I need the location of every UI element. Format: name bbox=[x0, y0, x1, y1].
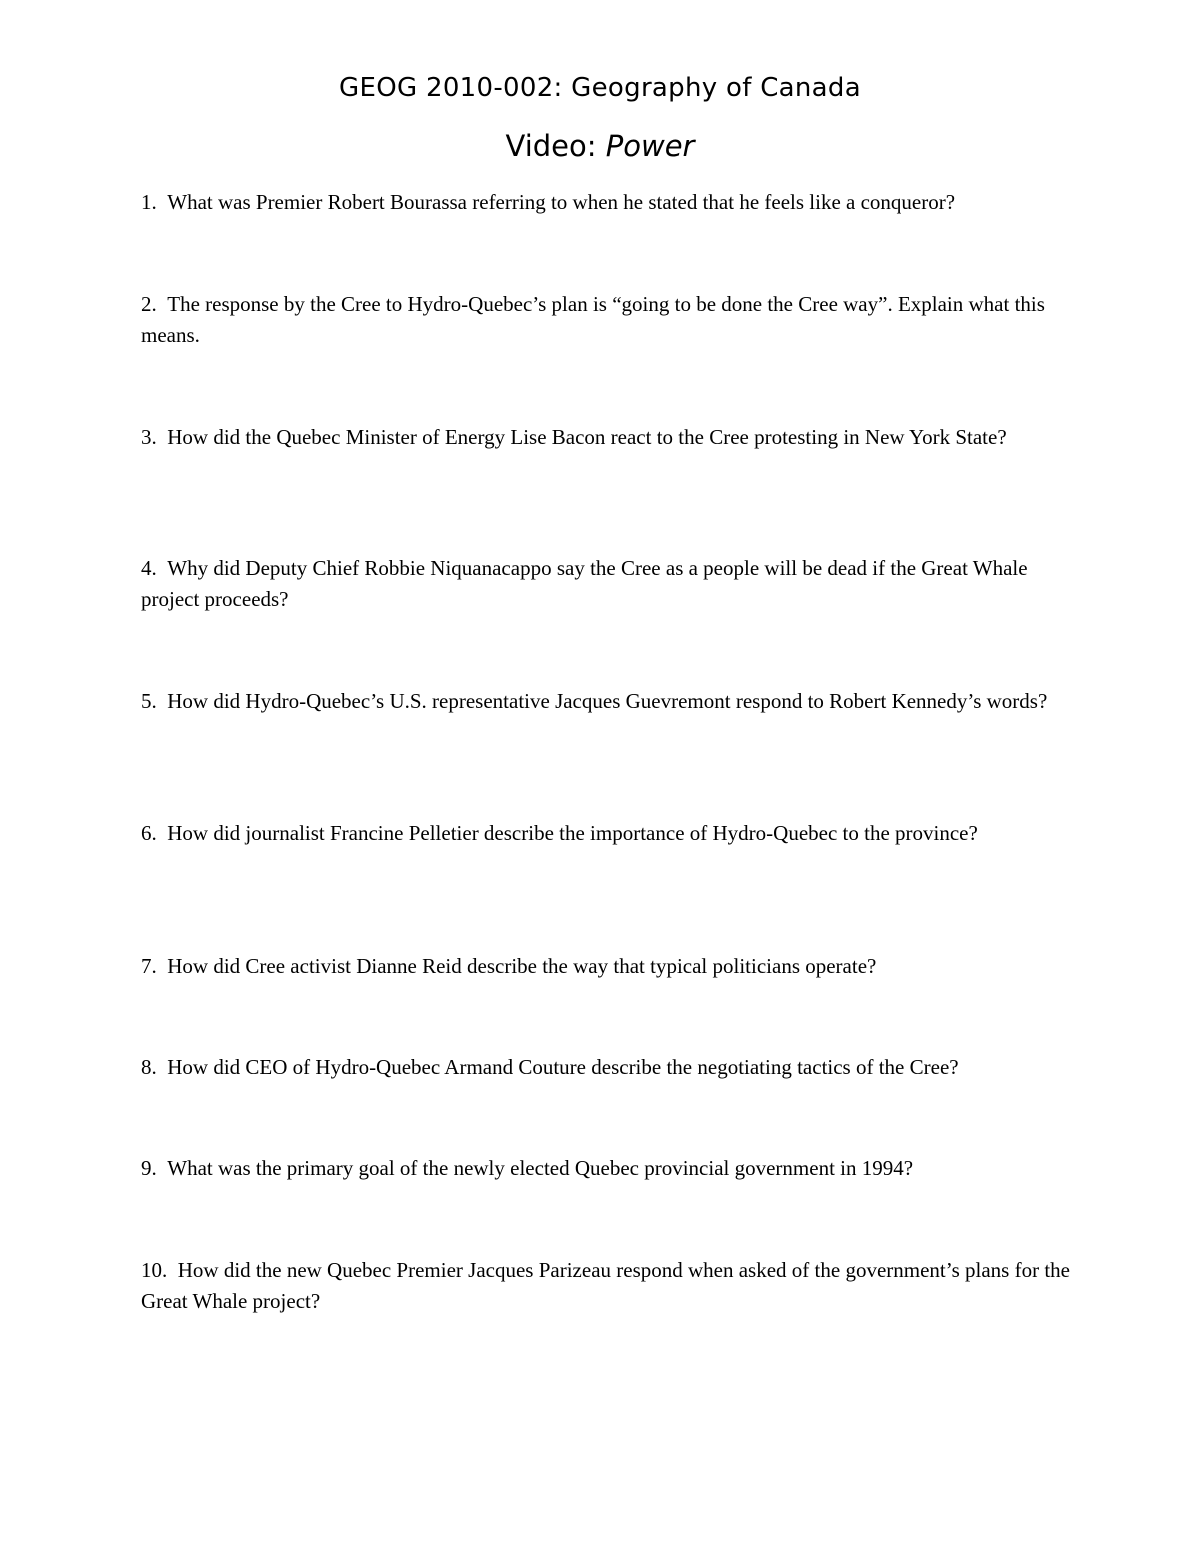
question-text: What was Premier Robert Bourassa referring to when he stated that he feels like a conqueror? bbox=[167, 190, 956, 214]
document-title: GEOG 2010-002: Geography of Canada bbox=[339, 73, 861, 103]
question-text: How did journalist Francine Pelletier describe the importance of Hydro-Quebec to the province? bbox=[167, 821, 978, 845]
subtitle-video-name: Power bbox=[605, 129, 695, 163]
question-number: 2. bbox=[141, 292, 157, 316]
question-text: What was the primary goal of the newly elected Quebec provincial government in 1994? bbox=[167, 1156, 914, 1180]
question-number: 10. bbox=[141, 1258, 168, 1282]
question-text: The response by the Cree to Hydro-Quebec’s plan is “going to be done the Cree way”. Explain what this means. bbox=[141, 292, 1045, 347]
question-text: Why did Deputy Chief Robbie Niquanacappo say the Cree as a people will be dead if the Great Whale project proceeds? bbox=[141, 556, 1028, 611]
question-text: How did CEO of Hydro-Quebec Armand Couture describe the negotiating tactics of the Cree? bbox=[167, 1055, 959, 1079]
question-8 bbox=[141, 1052, 1071, 1083]
question-7 bbox=[141, 951, 1071, 982]
question-10 bbox=[141, 1255, 1071, 1317]
question-number: 1. bbox=[141, 190, 157, 214]
question-3 bbox=[141, 422, 1071, 453]
document-subtitle bbox=[0, 126, 1200, 166]
question-number: 7. bbox=[141, 954, 157, 978]
question-text: How did the Quebec Minister of Energy Lise Bacon react to the Cree protesting in New York State? bbox=[167, 425, 1007, 449]
question-2 bbox=[141, 289, 1071, 351]
question-1 bbox=[141, 187, 1071, 218]
question-number: 6. bbox=[141, 821, 157, 845]
question-number: 5. bbox=[141, 689, 157, 713]
question-9 bbox=[141, 1153, 1071, 1184]
subtitle-prefix: Video: bbox=[505, 129, 606, 163]
question-number: 8. bbox=[141, 1055, 157, 1079]
question-5 bbox=[141, 686, 1071, 717]
question-text: How did Hydro-Quebec’s U.S. representative Jacques Guevremont respond to Robert Kennedy’s words? bbox=[167, 689, 1048, 713]
question-number: 4. bbox=[141, 556, 157, 580]
question-number: 3. bbox=[141, 425, 157, 449]
question-text: How did Cree activist Dianne Reid describe the way that typical politicians operate? bbox=[167, 954, 877, 978]
question-number: 9. bbox=[141, 1156, 157, 1180]
question-4 bbox=[141, 553, 1071, 615]
question-text: How did the new Quebec Premier Jacques Parizeau respond when asked of the government’s plans for the Great Whale project? bbox=[141, 1258, 1070, 1313]
question-6 bbox=[141, 818, 1071, 849]
